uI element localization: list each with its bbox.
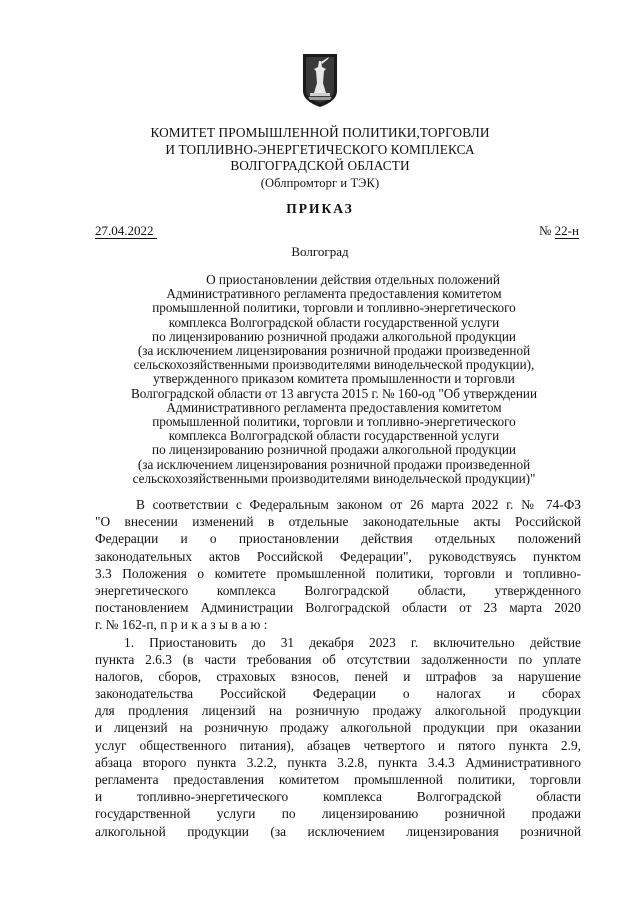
subject-line: сельскохозяйственными производителями винодельческой продукции)" bbox=[132, 470, 536, 486]
body-line: энергетического комплекса Волгоградской области, утвержденного bbox=[95, 582, 581, 598]
body-line: регламента предоставления комитетом промышленной политики, торговли bbox=[95, 772, 581, 787]
document-title: ПРИКАЗ bbox=[286, 201, 354, 216]
org-short-name: (Облпромторг и ТЭК) bbox=[260, 175, 380, 190]
body-line: законодательных актов Российской Федерации", руководствуясь пунктом bbox=[95, 548, 581, 564]
body-line: абзаца второго пункта 3.2.2, пункта 3.2.8, пункта 3.4.3 Административного bbox=[95, 754, 581, 770]
body-line: алкогольной продукции (за исключением лицензирования розничной bbox=[95, 823, 581, 839]
subject-line: (за исключением лицензирования розничной продажи произведенной bbox=[137, 343, 531, 359]
body-line: В соответствии с Федеральным законом от 26 марта 2022 г. № 74-ФЗ bbox=[136, 497, 581, 512]
subject-line: Административного регламента предоставления комитетом bbox=[166, 286, 502, 302]
subject-line: Волгоградской области от 13 августа 2015 г. № 160-од "Об утверждении bbox=[130, 385, 538, 401]
body-line: законодательства Российской Федерации о налогах и сборах bbox=[95, 686, 581, 702]
number-prefix: № bbox=[539, 223, 552, 238]
subject-line: сельскохозяйственными производителями винодельческой продукции), bbox=[133, 357, 535, 373]
subject-line: утвержденного приказом комитета промышленности и торговли bbox=[153, 371, 515, 387]
body-line: для продления лицензий на розничную продажу алкогольной продукции bbox=[95, 703, 581, 719]
subject-line: Административного регламента предоставления комитетом bbox=[166, 399, 502, 415]
body-line: государственной услуги по лицензированию розничной продажи bbox=[95, 806, 581, 822]
body-line: налогов, сборов, страховых взносов, пеней и штрафов за нарушение bbox=[95, 668, 581, 684]
number-value: 22-н bbox=[554, 223, 579, 238]
body-line: и лицензий на розничную продажу алкогольной продукции при оказании bbox=[95, 720, 581, 736]
subject-line: промышленной политики, торговли и топливно-энергетического bbox=[152, 300, 516, 316]
body-line: пункта 2.6.3 (в части требования об отсутствии задолженности по уплате bbox=[95, 651, 581, 667]
body-line: Федерации и о приостановлении действия отдельных положений bbox=[95, 531, 581, 547]
subject-line: комплекса Волгоградской области государственной услуги bbox=[168, 428, 500, 444]
body-line: 3.3 Положения о комитете промышленной политики, торговли и топливно- bbox=[95, 565, 581, 581]
subject-line: промышленной политики, торговли и топливно-энергетического bbox=[152, 414, 516, 430]
subject-line: (за исключением лицензирования розничной продажи произведенной bbox=[137, 456, 531, 472]
org-line: И ТОПЛИВНО-ЭНЕРГЕТИЧЕСКОГО КОМПЛЕКСА bbox=[165, 141, 475, 157]
subject-line: О приостановлении действия отдельных положений bbox=[206, 272, 500, 287]
document-body bbox=[95, 496, 581, 840]
body-line: 1. Приостановить до 31 декабря 2023 г. включительно действие bbox=[124, 634, 581, 650]
subject-line: комплекса Волгоградской области государственной услуги bbox=[168, 314, 500, 330]
document-date: 27.04.2022 bbox=[95, 224, 157, 239]
document-number bbox=[539, 224, 579, 238]
volgograd-coat-of-arms-icon bbox=[302, 53, 338, 108]
org-line: ВОЛГОГРАДСКОЙ ОБЛАСТИ bbox=[230, 158, 410, 173]
body-line: услуг общественного питания), абзацев четвертого и пятого пункта 2.9, bbox=[95, 737, 581, 753]
document-city: Волгоград bbox=[291, 244, 349, 259]
document-subject bbox=[95, 273, 573, 486]
body-line: и топливно-энергетического комплекса Волгоградской области bbox=[95, 789, 581, 805]
body-line: постановлением Администрации Волгоградской области от 23 марта 2020 bbox=[95, 600, 581, 616]
organization-header bbox=[100, 125, 540, 191]
body-line: "О внесении изменений в отдельные законодательные акты Российской bbox=[95, 514, 581, 530]
body-line: г. № 162-п, п р и к а з ы в а ю : bbox=[95, 617, 268, 633]
subject-line: по лицензированию розничной продажи алкогольной продукции bbox=[152, 328, 516, 344]
subject-line: по лицензированию розничной продажи алкогольной продукции bbox=[152, 442, 516, 458]
org-line: КОМИТЕТ ПРОМЫШЛЕННОЙ ПОЛИТИКИ,ТОРГОВЛИ bbox=[150, 125, 490, 140]
